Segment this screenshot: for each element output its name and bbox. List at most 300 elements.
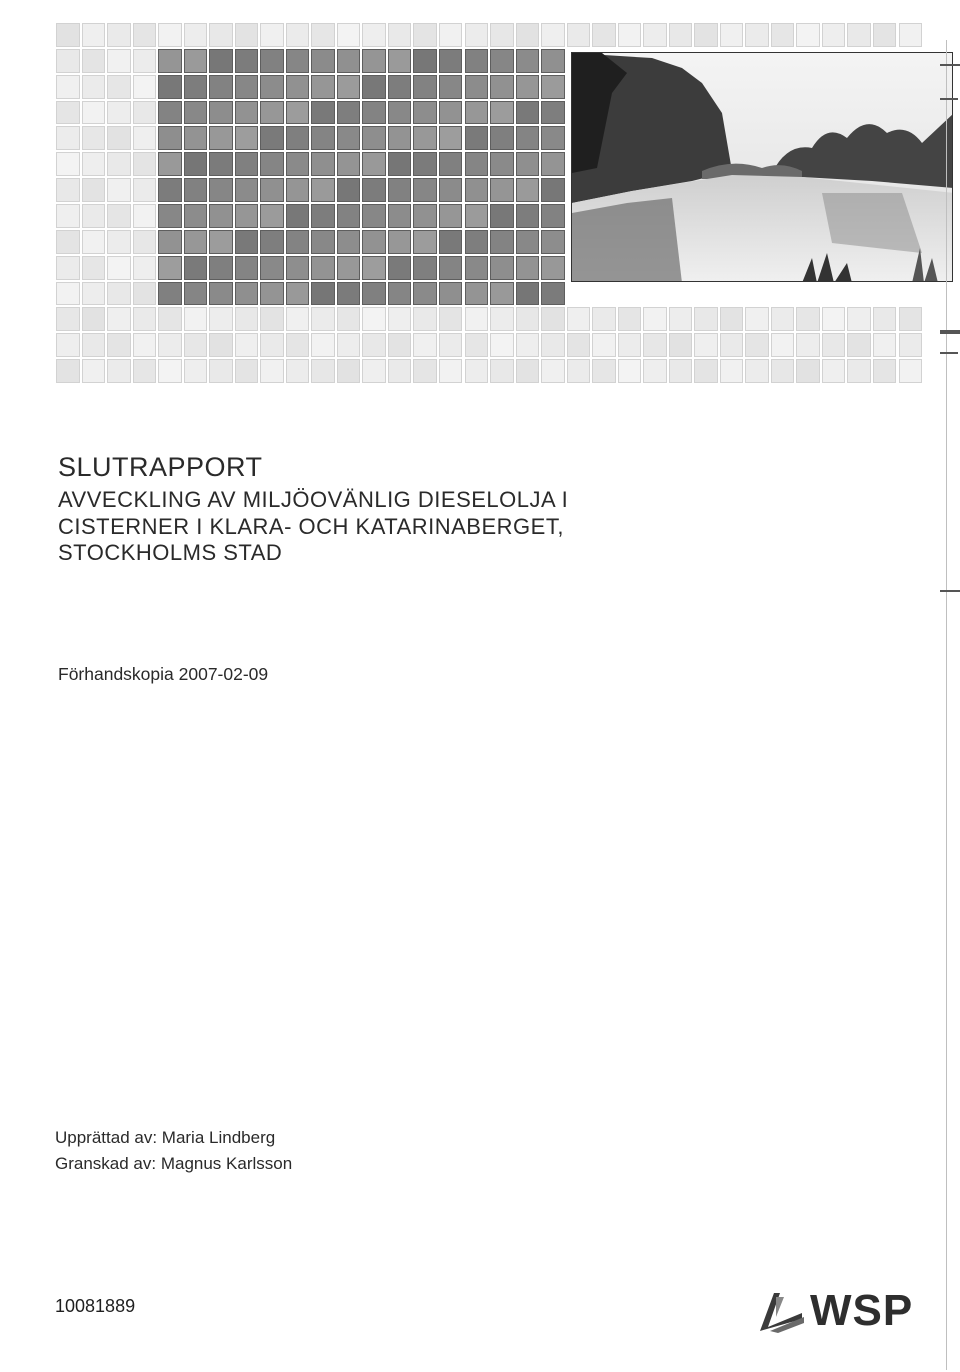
mosaic-tile	[209, 23, 233, 47]
mosaic-tile	[439, 333, 463, 357]
mosaic-tile	[465, 307, 489, 331]
mosaic-tile	[490, 230, 514, 254]
mosaic-tile	[516, 359, 540, 383]
mosaic-tile	[873, 359, 897, 383]
mosaic-tile	[465, 23, 489, 47]
mosaic-tile	[184, 307, 208, 331]
mosaic-tile	[184, 256, 208, 280]
mosaic-tile	[490, 204, 514, 228]
mosaic-tile	[260, 23, 284, 47]
mosaic-tile	[822, 359, 846, 383]
draft-note: Förhandskopia 2007-02-09	[58, 664, 269, 684]
mosaic-tile	[209, 256, 233, 280]
mosaic-tile	[745, 359, 769, 383]
mosaic-tile	[337, 101, 361, 125]
credits	[55, 1125, 292, 1177]
mosaic-tile	[286, 49, 310, 73]
mosaic-tile	[439, 359, 463, 383]
mosaic-tile	[516, 256, 540, 280]
mosaic-tile	[413, 230, 437, 254]
mosaic-tile	[592, 307, 616, 331]
mosaic-tile	[107, 75, 131, 99]
mosaic-tile	[158, 307, 182, 331]
mosaic-tile	[720, 333, 744, 357]
mosaic-tile	[158, 23, 182, 47]
mosaic-tile	[286, 101, 310, 125]
mosaic-tile	[388, 178, 412, 202]
mosaic-tile	[439, 23, 463, 47]
mosaic-tile	[745, 307, 769, 331]
mosaic-tile	[567, 333, 591, 357]
mosaic-tile	[209, 333, 233, 357]
mosaic-tile	[107, 230, 131, 254]
mosaic-tile	[413, 101, 437, 125]
mosaic-tile	[209, 230, 233, 254]
mosaic-tile	[337, 333, 361, 357]
mosaic-tile	[56, 126, 80, 150]
mosaic-tile	[82, 101, 106, 125]
mosaic-tile	[184, 333, 208, 357]
mosaic-tile	[541, 282, 565, 306]
mosaic-tile	[618, 333, 642, 357]
mosaic-tile	[745, 23, 769, 47]
mosaic-tile	[669, 333, 693, 357]
mosaic-tile	[439, 178, 463, 202]
mosaic-tile	[82, 204, 106, 228]
mosaic-tile	[56, 178, 80, 202]
mosaic-tile	[439, 75, 463, 99]
mosaic-tile	[490, 256, 514, 280]
mosaic-tile	[516, 282, 540, 306]
mosaic-tile	[286, 204, 310, 228]
wsp-arrow-icon	[756, 1287, 808, 1335]
mosaic-tile	[235, 359, 259, 383]
mosaic-tile	[235, 126, 259, 150]
mosaic-tile	[516, 333, 540, 357]
mosaic-tile	[541, 101, 565, 125]
mosaic-tile	[337, 282, 361, 306]
mosaic-tile	[158, 333, 182, 357]
mosaic-tile	[567, 23, 591, 47]
mosaic-tile	[439, 152, 463, 176]
mosaic-tile	[541, 23, 565, 47]
mosaic-tile	[873, 333, 897, 357]
mosaic-tile	[286, 126, 310, 150]
mosaic-tile	[490, 178, 514, 202]
mosaic-tile	[516, 230, 540, 254]
mosaic-tile	[209, 101, 233, 125]
mosaic-tile	[592, 333, 616, 357]
report-subtitle	[58, 487, 658, 567]
mosaic-tile	[209, 178, 233, 202]
mosaic-tile	[465, 178, 489, 202]
mosaic-tile	[362, 75, 386, 99]
mosaic-tile	[82, 282, 106, 306]
mosaic-tile	[184, 49, 208, 73]
mosaic-tile	[516, 152, 540, 176]
mosaic-tile	[56, 256, 80, 280]
mosaic-tile	[337, 256, 361, 280]
mosaic-tile	[286, 359, 310, 383]
mosaic-tile	[133, 333, 157, 357]
mosaic-tile	[107, 101, 131, 125]
mosaic-tile	[413, 178, 437, 202]
mosaic-tile	[490, 307, 514, 331]
mosaic-tile	[541, 256, 565, 280]
mosaic-tile	[311, 49, 335, 73]
mosaic-tile	[107, 178, 131, 202]
mosaic-tile	[439, 307, 463, 331]
mosaic-tile	[184, 23, 208, 47]
mosaic-tile	[413, 256, 437, 280]
mosaic-tile	[516, 204, 540, 228]
mosaic-tile	[465, 49, 489, 73]
cover-photo	[571, 52, 953, 282]
mosaic-tile	[260, 101, 284, 125]
mosaic-tile	[184, 126, 208, 150]
mosaic-tile	[235, 178, 259, 202]
mosaic-tile	[260, 75, 284, 99]
mosaic-tile	[388, 333, 412, 357]
mosaic-tile	[56, 333, 80, 357]
mosaic-tile	[107, 282, 131, 306]
mosaic-tile	[184, 101, 208, 125]
mosaic-tile	[873, 307, 897, 331]
mosaic-tile	[592, 23, 616, 47]
wsp-logo-text: WSP	[810, 1286, 914, 1335]
mosaic-tile	[899, 333, 923, 357]
mosaic-tile	[439, 230, 463, 254]
mosaic-tile	[541, 178, 565, 202]
mosaic-tile	[567, 359, 591, 383]
mosaic-tile	[439, 101, 463, 125]
mosaic-tile	[720, 23, 744, 47]
mosaic-tile	[771, 23, 795, 47]
mosaic-tile	[158, 256, 182, 280]
mosaic-tile	[362, 49, 386, 73]
mosaic-tile	[899, 307, 923, 331]
mosaic-tile	[516, 49, 540, 73]
subtitle-line: AVVECKLING AV MILJÖOVÄNLIG DIESELOLJA I	[58, 487, 569, 512]
mosaic-tile	[209, 152, 233, 176]
mosaic-tile	[56, 282, 80, 306]
mosaic-tile	[490, 359, 514, 383]
mosaic-tile	[337, 126, 361, 150]
mosaic-tile	[643, 333, 667, 357]
mosaic-tile	[107, 307, 131, 331]
mosaic-tile	[516, 307, 540, 331]
mosaic-tile	[847, 307, 871, 331]
mosaic-tile	[82, 152, 106, 176]
mosaic-tile	[413, 75, 437, 99]
mosaic-tile	[694, 333, 718, 357]
mosaic-tile	[56, 204, 80, 228]
mosaic-tile	[311, 75, 335, 99]
mosaic-tile	[311, 178, 335, 202]
mosaic-tile	[286, 152, 310, 176]
mosaic-tile	[235, 23, 259, 47]
mosaic-tile	[337, 307, 361, 331]
mosaic-tile	[235, 256, 259, 280]
mosaic-tile	[745, 333, 769, 357]
mosaic-tile	[694, 23, 718, 47]
mosaic-tile	[107, 49, 131, 73]
mosaic-tile	[899, 359, 923, 383]
mosaic-tile	[82, 230, 106, 254]
mosaic-tile	[847, 23, 871, 47]
mosaic-tile	[822, 307, 846, 331]
mosaic-tile	[235, 307, 259, 331]
mosaic-tile	[439, 204, 463, 228]
mosaic-tile	[311, 204, 335, 228]
mosaic-tile	[439, 126, 463, 150]
mosaic-tile	[541, 359, 565, 383]
mosaic-tile	[235, 333, 259, 357]
wsp-logo	[756, 1287, 913, 1335]
prepared-by: Upprättad av: Maria Lindberg	[55, 1128, 276, 1147]
mosaic-tile	[311, 307, 335, 331]
mosaic-tile	[107, 359, 131, 383]
mosaic-tile	[133, 282, 157, 306]
mosaic-tile	[465, 126, 489, 150]
mosaic-tile	[260, 178, 284, 202]
mosaic-tile	[209, 126, 233, 150]
mosaic-tile	[541, 126, 565, 150]
mosaic-tile	[490, 75, 514, 99]
mosaic-tile	[490, 101, 514, 125]
mosaic-tile	[311, 256, 335, 280]
mosaic-tile	[465, 204, 489, 228]
subtitle-line: CISTERNER I KLARA- OCH KATARINABERGET,	[58, 513, 564, 539]
mosaic-tile	[56, 23, 80, 47]
mosaic-tile	[286, 230, 310, 254]
mosaic-tile	[388, 282, 412, 306]
mosaic-tile	[82, 333, 106, 357]
mosaic-tile	[465, 359, 489, 383]
mosaic-tile	[439, 282, 463, 306]
mosaic-tile	[873, 23, 897, 47]
mosaic-tile	[133, 256, 157, 280]
mosaic-tile	[362, 333, 386, 357]
scan-edge-artifact	[940, 0, 960, 1372]
mosaic-tile	[388, 204, 412, 228]
mosaic-tile	[235, 101, 259, 125]
mosaic-tile	[311, 282, 335, 306]
mosaic-tile	[439, 49, 463, 73]
mosaic-tile	[669, 307, 693, 331]
mosaic-tile	[388, 307, 412, 331]
mosaic-tile	[847, 359, 871, 383]
mosaic-tile	[490, 282, 514, 306]
mosaic-tile	[899, 23, 923, 47]
mosaic-tile	[107, 126, 131, 150]
mosaic-tile	[592, 359, 616, 383]
mosaic-tile	[465, 75, 489, 99]
mosaic-tile	[286, 178, 310, 202]
mosaic-tile	[107, 333, 131, 357]
mosaic-tile	[260, 359, 284, 383]
mosaic-tile	[413, 282, 437, 306]
mosaic-tile	[311, 101, 335, 125]
mosaic-tile	[133, 126, 157, 150]
mosaic-tile	[82, 359, 106, 383]
mosaic-tile	[362, 204, 386, 228]
mosaic-tile	[286, 23, 310, 47]
mosaic-tile	[413, 204, 437, 228]
mosaic-tile	[643, 307, 667, 331]
mosaic-tile	[362, 126, 386, 150]
mosaic-tile	[439, 256, 463, 280]
mosaic-tile	[362, 23, 386, 47]
mosaic-tile	[413, 152, 437, 176]
mosaic-tile	[541, 307, 565, 331]
mosaic-tile	[362, 282, 386, 306]
mosaic-tile	[184, 282, 208, 306]
mosaic-tile	[388, 23, 412, 47]
mosaic-tile	[362, 178, 386, 202]
mosaic-tile	[133, 23, 157, 47]
mosaic-tile	[133, 49, 157, 73]
mosaic-tile	[286, 307, 310, 331]
mosaic-tile	[107, 256, 131, 280]
mosaic-tile	[822, 333, 846, 357]
mosaic-tile	[107, 23, 131, 47]
mosaic-tile	[643, 23, 667, 47]
mosaic-tile	[260, 282, 284, 306]
mosaic-tile	[847, 333, 871, 357]
mosaic-tile	[260, 333, 284, 357]
mosaic-tile	[516, 75, 540, 99]
mosaic-tile	[337, 75, 361, 99]
mosaic-tile	[286, 282, 310, 306]
mosaic-tile	[260, 307, 284, 331]
mosaic-tile	[260, 204, 284, 228]
mosaic-tile	[286, 75, 310, 99]
mosaic-tile	[158, 75, 182, 99]
mosaic-tile	[209, 359, 233, 383]
mosaic-tile	[133, 204, 157, 228]
mosaic-tile	[516, 178, 540, 202]
mosaic-tile	[490, 23, 514, 47]
header-mosaic	[55, 22, 923, 384]
mosaic-tile	[133, 178, 157, 202]
mosaic-tile	[260, 126, 284, 150]
mosaic-tile	[56, 359, 80, 383]
mosaic-tile	[311, 23, 335, 47]
mosaic-tile	[82, 307, 106, 331]
mosaic-tile	[82, 75, 106, 99]
mosaic-tile	[286, 256, 310, 280]
mosaic-tile	[337, 152, 361, 176]
mosaic-tile	[235, 152, 259, 176]
mosaic-tile	[362, 152, 386, 176]
mosaic-tile	[158, 101, 182, 125]
mosaic-tile	[720, 359, 744, 383]
mosaic-tile	[133, 230, 157, 254]
mosaic-tile	[388, 49, 412, 73]
mosaic-tile	[133, 75, 157, 99]
mosaic-tile	[82, 126, 106, 150]
mosaic-tile	[311, 152, 335, 176]
mosaic-tile	[643, 359, 667, 383]
mosaic-tile	[107, 152, 131, 176]
mosaic-tile	[56, 230, 80, 254]
mosaic-tile	[82, 256, 106, 280]
mosaic-tile	[337, 230, 361, 254]
mosaic-tile	[133, 307, 157, 331]
mosaic-tile	[209, 75, 233, 99]
mosaic-tile	[235, 282, 259, 306]
mosaic-tile	[184, 230, 208, 254]
mosaic-tile	[413, 333, 437, 357]
mosaic-tile	[796, 23, 820, 47]
mosaic-tile	[388, 75, 412, 99]
mosaic-tile	[516, 23, 540, 47]
mosaic-tile	[362, 307, 386, 331]
mosaic-tile	[56, 307, 80, 331]
mosaic-tile	[541, 230, 565, 254]
subtitle-line: STOCKHOLMS STAD	[58, 540, 283, 565]
mosaic-tile	[720, 307, 744, 331]
mosaic-tile	[541, 152, 565, 176]
mosaic-tile	[311, 126, 335, 150]
mosaic-tile	[413, 126, 437, 150]
mosaic-tile	[362, 256, 386, 280]
mosaic-tile	[56, 152, 80, 176]
mosaic-tile	[260, 49, 284, 73]
mosaic-tile	[82, 23, 106, 47]
mosaic-tile	[235, 49, 259, 73]
mosaic-tile	[286, 333, 310, 357]
mosaic-tile	[184, 152, 208, 176]
mosaic-tile	[209, 282, 233, 306]
mosaic-tile	[618, 23, 642, 47]
mosaic-tile	[541, 333, 565, 357]
river-landscape-photo-icon	[572, 53, 953, 282]
mosaic-tile	[388, 256, 412, 280]
reviewed-by: Granskad av: Magnus Karlsson	[55, 1154, 293, 1173]
mosaic-tile	[771, 359, 795, 383]
mosaic-tile	[260, 152, 284, 176]
mosaic-tile	[541, 75, 565, 99]
mosaic-tile	[362, 230, 386, 254]
mosaic-tile	[490, 126, 514, 150]
mosaic-tile	[541, 204, 565, 228]
mosaic-tile	[388, 359, 412, 383]
mosaic-tile	[184, 178, 208, 202]
mosaic-tile	[388, 126, 412, 150]
mosaic-tile	[490, 49, 514, 73]
mosaic-tile	[158, 230, 182, 254]
mosaic-tile	[260, 230, 284, 254]
mosaic-tile	[337, 23, 361, 47]
mosaic-tile	[822, 23, 846, 47]
mosaic-tile	[235, 75, 259, 99]
mosaic-tile	[796, 333, 820, 357]
mosaic-tile	[541, 49, 565, 73]
mosaic-tile	[209, 204, 233, 228]
mosaic-tile	[158, 282, 182, 306]
mosaic-tile	[337, 49, 361, 73]
mosaic-tile	[490, 333, 514, 357]
mosaic-tile	[337, 178, 361, 202]
mosaic-tile	[184, 359, 208, 383]
mosaic-tile	[362, 101, 386, 125]
mosaic-tile	[567, 307, 591, 331]
mosaic-tile	[465, 333, 489, 357]
mosaic-tile	[490, 152, 514, 176]
mosaic-tile	[209, 307, 233, 331]
